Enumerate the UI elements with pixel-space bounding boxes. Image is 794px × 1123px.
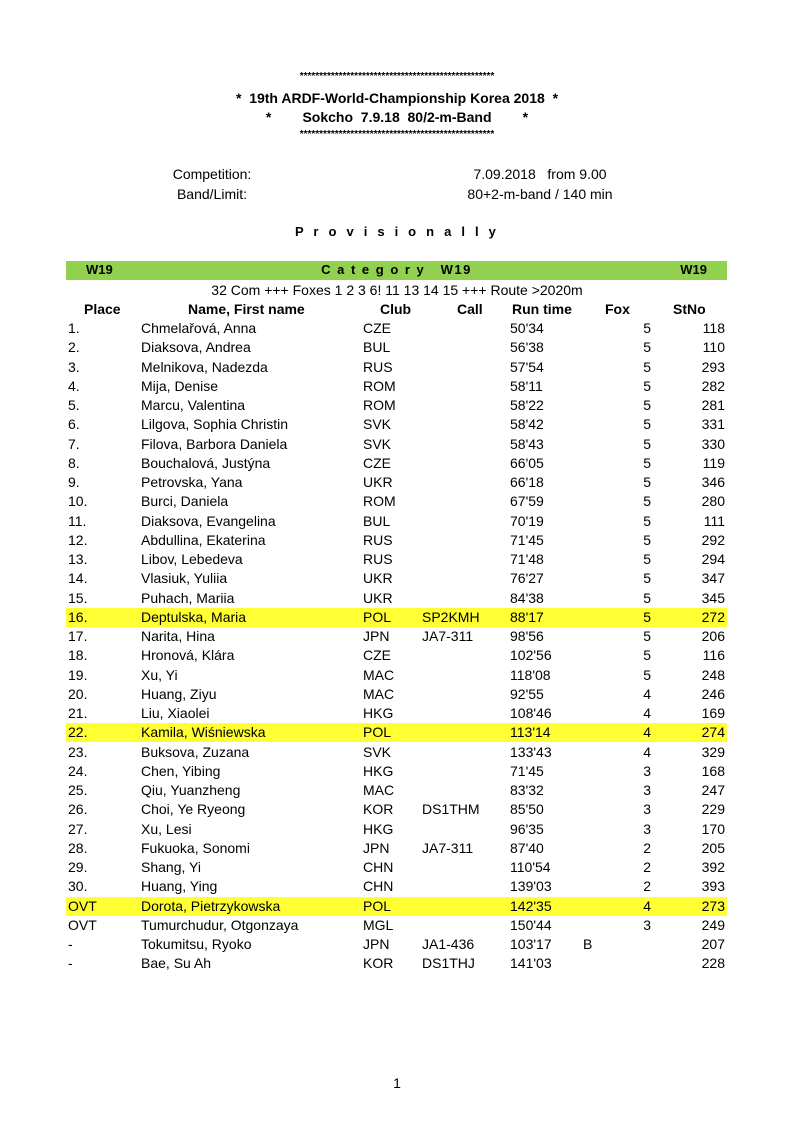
page-number: 1: [393, 1075, 401, 1091]
cell-run-time: 85'50: [510, 801, 544, 818]
cell-name: Xu, Yi: [141, 666, 178, 683]
cell-fox: 5: [643, 666, 651, 683]
cell-fox: 3: [643, 801, 651, 818]
cell-place: 20.: [68, 685, 88, 702]
table-row: [66, 435, 727, 454]
cell-stno: 280: [701, 493, 725, 510]
cell-club: ROM: [363, 493, 396, 510]
cell-place: 2.: [68, 339, 80, 356]
cell-run-time: 66'18: [510, 474, 544, 490]
cell-fox: 3: [643, 782, 651, 798]
cell-club: CZE: [363, 320, 391, 336]
table-row: [66, 704, 727, 723]
cell-call: JA7-311: [422, 628, 474, 644]
cell-stno: 393: [701, 878, 725, 895]
col-place: Place: [84, 301, 121, 317]
table-row: [66, 839, 727, 858]
header-title-line1: * 19th ARDF-World-Championship Korea 2018 *: [235, 90, 559, 106]
cell-fox: 2: [643, 878, 651, 895]
cell-run-time: 92'55: [510, 685, 544, 702]
cell-club: JPN: [363, 839, 390, 856]
status-provisionally: P r o v i s i o n a l l y: [294, 224, 500, 239]
col-call: Call: [457, 301, 483, 317]
category-bar: [66, 261, 727, 280]
cell-place: 24.: [68, 762, 88, 779]
cell-run-time: 76'27: [510, 570, 544, 587]
cell-club: UKR: [363, 474, 393, 490]
cell-stno: 249: [701, 916, 725, 933]
cell-name: Liu, Xiaolei: [141, 705, 210, 721]
cell-stno: 331: [701, 416, 725, 433]
cell-place: 9.: [68, 474, 80, 490]
cell-fox: 3: [643, 916, 651, 933]
table-row: [66, 512, 727, 531]
cell-name: Abdullina, Ekaterina: [141, 531, 266, 548]
cell-call: JA1-436: [422, 936, 475, 952]
cell-fox: 5: [643, 493, 651, 510]
cell-place: 16.: [68, 608, 88, 625]
table-row: [66, 646, 727, 665]
cell-club: UKR: [363, 570, 393, 587]
cell-club: ROM: [363, 377, 396, 394]
cell-club: SVK: [363, 435, 392, 452]
table-row: [66, 454, 727, 473]
cell-place: 28.: [68, 839, 88, 856]
cell-place: 17.: [68, 628, 88, 644]
table-row: [66, 954, 727, 973]
cell-club: SVK: [363, 416, 392, 433]
cell-place: 13.: [68, 551, 88, 567]
table-row: [66, 608, 727, 627]
cell-stno: 273: [701, 897, 725, 914]
cell-fox: 4: [643, 724, 651, 741]
cell-fox: 4: [643, 705, 651, 721]
table-row: [66, 550, 727, 569]
cell-stno: 246: [701, 685, 725, 702]
col-run-time: Run time: [512, 301, 572, 317]
table-row: [66, 473, 727, 492]
cell-club: BUL: [363, 339, 391, 356]
cell-name: Deptulska, Maria: [141, 608, 247, 625]
table-row: [66, 723, 727, 742]
cell-club: HKG: [363, 820, 394, 837]
cell-club: CHN: [363, 878, 394, 895]
cell-club: HKG: [363, 705, 394, 721]
cell-stno: 347: [701, 570, 725, 587]
cell-place: 27.: [68, 820, 88, 837]
cell-fox: 5: [643, 320, 651, 336]
cell-stno: 207: [701, 936, 725, 952]
cell-fox: 5: [643, 377, 651, 394]
cell-stno: 247: [701, 782, 725, 798]
cell-name: Narita, Hina: [141, 628, 215, 644]
cell-place: 4.: [68, 377, 80, 394]
cell-name: Xu, Lesi: [141, 820, 192, 837]
cell-fox: 2: [643, 839, 651, 856]
cell-run-time: 58'42: [510, 416, 544, 433]
cell-run-time: 50'34: [510, 320, 544, 336]
cell-name: Chen, Yibing: [141, 762, 221, 779]
cell-run-time: 98'56: [510, 628, 544, 644]
cell-run-time: 113'14: [510, 724, 551, 741]
cell-club: CHN: [363, 859, 394, 875]
cell-name: Huang, Ying: [141, 878, 218, 895]
cell-run-time: 70'19: [510, 512, 544, 529]
cell-name: Tokumitsu, Ryoko: [141, 936, 252, 952]
cell-stno: 282: [701, 377, 725, 394]
cell-stno: 345: [701, 589, 725, 606]
cell-stno: 170: [701, 820, 725, 837]
cell-fox: 4: [643, 897, 651, 914]
cell-stno: 169: [701, 705, 725, 721]
cell-name: Burci, Daniela: [141, 493, 229, 510]
cell-club: MAC: [363, 685, 395, 702]
cell-place: 22.: [68, 724, 88, 741]
cell-club: RUS: [363, 358, 393, 375]
cell-club: MGL: [363, 916, 394, 933]
cell-run-time: 58'43: [510, 435, 544, 452]
cell-place: 7.: [68, 435, 80, 452]
cell-name: Puhach, Mariia: [141, 589, 235, 606]
cell-run-time: 58'22: [510, 397, 544, 413]
cell-fox: 3: [643, 820, 651, 837]
cell-run-time: 108'46: [510, 705, 552, 721]
cell-name: Bouchalová, Justýna: [141, 454, 271, 471]
header-stars-top: **************************************************: [299, 71, 495, 82]
cell-name: Shang, Yi: [141, 859, 201, 875]
cell-place: 8.: [68, 454, 80, 471]
table-row: [66, 685, 727, 704]
table-row: [66, 743, 727, 762]
cell-fox: 5: [643, 628, 651, 644]
table-row: [66, 319, 727, 338]
cell-fox: 5: [643, 589, 651, 606]
category-left: W19: [86, 262, 113, 277]
cell-club: SVK: [363, 743, 392, 760]
cell-run-time: 150'44: [510, 916, 552, 933]
cell-run-time: 110'54: [510, 859, 551, 875]
cell-fox: 4: [643, 685, 651, 702]
cell-club: ROM: [363, 397, 396, 413]
cell-place: 6.: [68, 416, 80, 433]
cell-club: JPN: [363, 628, 390, 644]
cell-name: Diaksova, Andrea: [141, 339, 251, 356]
cell-stno: 111: [703, 512, 725, 529]
cell-stno: 168: [701, 762, 725, 779]
cell-name: Tumurchudur, Otgonzaya: [141, 916, 299, 933]
col-club: Club: [380, 301, 412, 317]
cell-run-time: 96'35: [510, 820, 544, 837]
cell-club: POL: [363, 724, 392, 741]
cell-run-time: 71'48: [510, 551, 544, 567]
cell-name: Qiu, Yuanzheng: [141, 782, 241, 798]
cell-stno: 110: [702, 339, 725, 356]
table-row: [66, 338, 727, 357]
cell-place: OVT: [68, 916, 97, 933]
cell-place: -: [68, 955, 73, 972]
cell-place: 23.: [68, 743, 88, 760]
cell-name: Petrovska, Yana: [141, 474, 243, 490]
cell-fox: 5: [643, 416, 651, 433]
cell-fox: 5: [643, 339, 651, 356]
cell-fox: 5: [643, 647, 651, 664]
cell-place: 3.: [68, 358, 80, 375]
cell-run-time: 83'32: [510, 782, 544, 798]
cell-stno: 272: [701, 608, 725, 625]
cell-fox: 5: [643, 608, 651, 625]
cell-run-time: 142'35: [510, 897, 552, 914]
cell-fox: 4: [643, 743, 651, 760]
cell-run-time: 56'38: [510, 339, 544, 356]
cell-club: KOR: [363, 801, 394, 818]
cell-name: Chmelařová, Anna: [141, 320, 257, 336]
cell-stno: 118: [702, 320, 725, 336]
cell-stno: 274: [701, 724, 725, 741]
col-stno: StNo: [673, 301, 706, 317]
cell-run-time: 58'11: [510, 377, 543, 394]
cell-fox: 5: [643, 570, 651, 587]
cell-stno: 206: [701, 628, 725, 644]
cell-club: JPN: [363, 936, 390, 952]
table-row: [66, 800, 727, 819]
cell-place: 21.: [68, 705, 88, 721]
cell-name: Diaksova, Evangelina: [141, 512, 276, 529]
competition-value: 7.09.2018 from 9.00: [473, 166, 607, 182]
cell-place: 5.: [68, 397, 80, 413]
cell-call: DS1THJ: [422, 955, 475, 972]
table-row: [66, 858, 727, 877]
cell-club: HKG: [363, 762, 394, 779]
cell-place: 14.: [68, 570, 88, 587]
header-stars-bottom: **************************************************: [299, 129, 495, 140]
cell-place: 12.: [68, 531, 88, 548]
cell-fox: 3: [643, 762, 651, 779]
cell-stno: 329: [701, 743, 725, 760]
cell-club: CZE: [363, 647, 391, 664]
band-value: 80+2-m-band / 140 min: [467, 186, 613, 202]
cell-run-time: 133'43: [510, 743, 552, 760]
cell-name: Buksova, Zuzana: [141, 743, 250, 760]
cell-call: SP2KMH: [422, 608, 480, 625]
cell-call: DS1THM: [422, 801, 480, 818]
cell-name: Filova, Barbora Daniela: [141, 435, 288, 452]
cell-name: Dorota, Pietrzykowska: [141, 897, 281, 914]
col-fox: Fox: [605, 301, 630, 317]
cell-run-time: 84'38: [510, 589, 544, 606]
cell-name: Libov, Lebedeva: [141, 551, 243, 567]
table-row: [66, 415, 727, 434]
cell-run-time: 103'17: [510, 936, 552, 952]
cell-name: Lilgova, Sophia Christin: [141, 416, 289, 433]
cell-run-time: 88'17: [510, 608, 544, 625]
cell-club: BUL: [363, 512, 391, 529]
cell-name: Choi, Ye Ryeong: [141, 801, 246, 818]
category-right: W19: [680, 262, 707, 277]
cell-stno: 281: [701, 397, 725, 413]
cell-place: -: [68, 936, 73, 952]
cell-note: B: [583, 936, 593, 952]
cell-place: 19.: [68, 666, 88, 683]
cell-run-time: 141'03: [510, 955, 552, 972]
cell-stno: 229: [701, 801, 725, 818]
cell-fox: 2: [643, 859, 651, 875]
cell-name: Huang, Ziyu: [141, 685, 217, 702]
cell-club: MAC: [363, 666, 395, 683]
cell-club: CZE: [363, 454, 391, 471]
cell-name: Hronová, Klára: [141, 647, 235, 664]
cell-run-time: 118'08: [510, 666, 551, 683]
cell-place: 25.: [68, 782, 88, 798]
cell-fox: 5: [643, 435, 651, 452]
table-row: [66, 877, 727, 896]
cell-club: POL: [363, 608, 392, 625]
cell-place: 1.: [68, 320, 80, 336]
table-row: [66, 358, 727, 377]
table-row: [66, 935, 727, 954]
cell-name: Vlasiuk, Yuliia: [141, 570, 228, 587]
cell-name: Fukuoka, Sonomi: [141, 839, 250, 856]
cell-name: Bae, Su Ah: [141, 955, 212, 972]
cell-fox: 5: [643, 454, 651, 471]
cell-stno: 205: [701, 839, 725, 856]
cell-club: UKR: [363, 589, 393, 606]
cell-club: KOR: [363, 955, 394, 972]
cell-stno: 392: [701, 859, 725, 875]
cell-stno: 294: [701, 551, 725, 567]
cell-name: Kamila, Wiśniewska: [141, 724, 266, 741]
cell-fox: 5: [643, 474, 651, 490]
cell-name: Marcu, Valentina: [141, 397, 246, 413]
course-description: 32 Com +++ Foxes 1 2 3 6! 11 13 14 15 +++ Route >2020m: [211, 282, 583, 298]
cell-stno: 228: [701, 955, 725, 972]
table-row: [66, 569, 727, 588]
cell-stno: 116: [702, 647, 725, 664]
header-title-line2: * Sokcho 7.9.18 80/2-m-Band *: [265, 109, 529, 125]
cell-club: POL: [363, 897, 392, 914]
cell-fox: 5: [643, 512, 651, 529]
cell-place: 30.: [68, 878, 88, 895]
cell-stno: 293: [701, 358, 725, 375]
cell-place: 18.: [68, 647, 88, 664]
cell-stno: 292: [701, 531, 725, 548]
cell-call: JA7-311: [422, 839, 474, 856]
col-name: Name, First name: [188, 301, 305, 317]
cell-stno: 248: [701, 666, 725, 683]
table-row: [66, 396, 727, 415]
cell-run-time: 57'54: [510, 358, 544, 375]
table-row: [66, 531, 727, 550]
cell-place: 26.: [68, 801, 88, 818]
cell-run-time: 67'59: [510, 493, 544, 510]
cell-run-time: 71'45: [510, 762, 544, 779]
cell-run-time: 87'40: [510, 839, 544, 856]
cell-place: 10.: [68, 493, 88, 510]
cell-run-time: 66'05: [510, 454, 544, 471]
cell-club: RUS: [363, 551, 393, 567]
cell-fox: 5: [643, 531, 651, 548]
table-row: [66, 589, 727, 608]
cell-run-time: 139'03: [510, 878, 552, 895]
cell-place: 11.: [68, 512, 87, 529]
cell-name: Mija, Denise: [141, 377, 219, 394]
table-row: [66, 762, 727, 781]
table-row: [66, 897, 727, 916]
cell-fox: 5: [643, 551, 651, 567]
cell-fox: 5: [643, 358, 651, 375]
cell-run-time: 102'56: [510, 647, 552, 664]
cell-name: Melnikova, Nadezda: [141, 358, 268, 375]
cell-club: MAC: [363, 782, 395, 798]
cell-stno: 330: [701, 435, 725, 452]
competition-label: Competition:: [172, 166, 252, 182]
cell-place: 15.: [68, 589, 88, 606]
cell-place: OVT: [68, 897, 97, 914]
cell-stno: 346: [701, 474, 725, 490]
table-row: [66, 377, 727, 396]
band-label: Band/Limit:: [176, 186, 248, 202]
category-title: C a t e g o r y W19: [321, 262, 472, 277]
table-row: [66, 492, 727, 511]
table-row: [66, 781, 727, 800]
cell-place: 29.: [68, 859, 88, 875]
cell-fox: 5: [643, 397, 651, 413]
table-row: [66, 916, 727, 935]
table-row: [66, 627, 727, 646]
table-row: [66, 666, 727, 685]
cell-run-time: 71'45: [510, 531, 544, 548]
cell-stno: 119: [702, 454, 725, 471]
table-row: [66, 820, 727, 839]
cell-club: RUS: [363, 531, 393, 548]
